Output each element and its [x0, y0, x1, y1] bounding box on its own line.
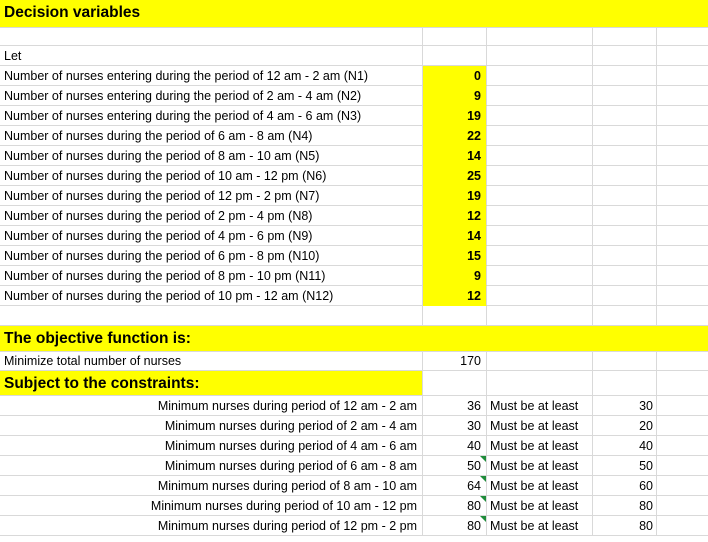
- variable-row[interactable]: [0, 246, 708, 266]
- constraint-label[interactable]: Minimum nurses during period of 10 am - 12 pm: [0, 496, 423, 516]
- constraint-label[interactable]: Minimum nurses during period of 8 am - 10 am: [0, 476, 423, 496]
- constraints-header-row[interactable]: [0, 371, 708, 396]
- cell[interactable]: [657, 186, 708, 206]
- cell[interactable]: [657, 246, 708, 266]
- cell[interactable]: [657, 266, 708, 286]
- variable-row[interactable]: [0, 106, 708, 126]
- constraint-row[interactable]: [0, 436, 708, 456]
- cell[interactable]: [657, 206, 708, 226]
- constraint-rhs[interactable]: 30: [593, 396, 657, 416]
- variable-value[interactable]: 0: [423, 66, 487, 86]
- constraint-row[interactable]: [0, 456, 708, 476]
- constraint-label[interactable]: Minimum nurses during period of 2 am - 4 am: [0, 416, 423, 436]
- cell[interactable]: [487, 246, 593, 266]
- cell[interactable]: [423, 46, 487, 66]
- cell[interactable]: [593, 371, 657, 396]
- variable-label[interactable]: Number of nurses during the period of 2 pm - 4 pm (N8): [0, 206, 423, 226]
- constraint-label[interactable]: Minimum nurses during period of 4 am - 6 am: [0, 436, 423, 456]
- cell[interactable]: [593, 106, 657, 126]
- cell[interactable]: [423, 371, 487, 396]
- constraint-rhs[interactable]: 80: [593, 516, 657, 536]
- cell[interactable]: [487, 226, 593, 246]
- variable-row[interactable]: [0, 146, 708, 166]
- cell[interactable]: [657, 306, 708, 326]
- cell[interactable]: [657, 86, 708, 106]
- cell[interactable]: [657, 371, 708, 396]
- cell[interactable]: [657, 496, 708, 516]
- variable-row[interactable]: [0, 206, 708, 226]
- cell[interactable]: [487, 371, 593, 396]
- cell[interactable]: [657, 66, 708, 86]
- cell[interactable]: [657, 476, 708, 496]
- objective-value[interactable]: 170: [423, 351, 487, 371]
- constraint-lhs-value: 40: [467, 439, 481, 453]
- cell[interactable]: [657, 226, 708, 246]
- cell[interactable]: [657, 516, 708, 536]
- cell[interactable]: [487, 106, 593, 126]
- variable-value[interactable]: 22: [423, 126, 487, 146]
- variable-label[interactable]: Number of nurses during the period of 6 am - 8 am (N4): [0, 126, 423, 146]
- constraint-row[interactable]: [0, 496, 708, 516]
- constraint-lhs-value: 80: [467, 519, 481, 533]
- cell[interactable]: [657, 396, 708, 416]
- variable-row[interactable]: [0, 66, 708, 86]
- variable-row[interactable]: [0, 126, 708, 146]
- variable-value[interactable]: 14: [423, 146, 487, 166]
- decision-header-row[interactable]: [0, 0, 708, 28]
- cell[interactable]: [657, 286, 708, 306]
- cell[interactable]: [657, 436, 708, 456]
- variable-label[interactable]: Number of nurses during the period of 10 pm - 12 am (N12): [0, 286, 423, 306]
- variable-row[interactable]: [0, 166, 708, 186]
- variable-label[interactable]: Number of nurses during the period of 6 pm - 8 pm (N10): [0, 246, 423, 266]
- variable-label[interactable]: Number of nurses during the period of 12 pm - 2 pm (N7): [0, 186, 423, 206]
- cell[interactable]: [487, 126, 593, 146]
- decision-header: Decision variables: [4, 4, 141, 21]
- cell[interactable]: [593, 206, 657, 226]
- variable-row[interactable]: [0, 286, 708, 306]
- cell[interactable]: [593, 66, 657, 86]
- cell[interactable]: [593, 27, 657, 46]
- cell[interactable]: [593, 246, 657, 266]
- cell[interactable]: [657, 146, 708, 166]
- cell[interactable]: [593, 286, 657, 306]
- constraint-lhs-value: 80: [467, 499, 481, 513]
- constraint-lhs-value: 50: [467, 459, 481, 473]
- cell[interactable]: [657, 166, 708, 186]
- cell[interactable]: [593, 126, 657, 146]
- cell[interactable]: [423, 27, 487, 46]
- cell[interactable]: [487, 286, 593, 306]
- cell[interactable]: [487, 351, 593, 371]
- constraint-row[interactable]: [0, 476, 708, 496]
- cell[interactable]: [423, 306, 487, 326]
- constraint-label[interactable]: Minimum nurses during period of 12 pm - 2 pm: [0, 516, 423, 536]
- cell[interactable]: [657, 416, 708, 436]
- cell[interactable]: [487, 27, 593, 46]
- blank-row[interactable]: [0, 306, 708, 326]
- variable-label[interactable]: Number of nurses during the period of 8 am - 10 am (N5): [0, 146, 423, 166]
- constraint-relation[interactable]: Must be at least: [487, 496, 593, 516]
- constraint-row[interactable]: [0, 396, 708, 416]
- constraint-relation[interactable]: Must be at least: [487, 476, 593, 496]
- cell[interactable]: [593, 306, 657, 326]
- constraint-label[interactable]: Minimum nurses during period of 12 am - 2 am: [0, 396, 423, 416]
- error-indicator-icon: [480, 496, 486, 502]
- cell[interactable]: [657, 106, 708, 126]
- constraint-lhs-value: 64: [467, 479, 481, 493]
- constraints-header[interactable]: Subject to the constraints:: [0, 371, 423, 396]
- cell[interactable]: [0, 27, 423, 46]
- cell[interactable]: [487, 206, 593, 226]
- cell[interactable]: [593, 46, 657, 66]
- variable-value[interactable]: 25: [423, 166, 487, 186]
- constraint-lhs-value: 36: [467, 399, 481, 413]
- variable-label[interactable]: Number of nurses during the period of 8 pm - 10 pm (N11): [0, 266, 423, 286]
- variable-label[interactable]: Number of nurses entering during the period of 2 am - 4 am (N2): [0, 86, 423, 106]
- constraint-relation[interactable]: Must be at least: [487, 516, 593, 536]
- constraint-lhs[interactable]: [423, 456, 487, 476]
- cell[interactable]: [487, 86, 593, 106]
- variable-value[interactable]: 12: [423, 286, 487, 306]
- variable-value[interactable]: 19: [423, 186, 487, 206]
- variable-row[interactable]: [0, 86, 708, 106]
- variable-row[interactable]: [0, 226, 708, 246]
- variable-label[interactable]: Number of nurses during the period of 10 am - 12 pm (N6): [0, 166, 423, 186]
- blank-row[interactable]: [0, 27, 708, 46]
- cell[interactable]: [487, 46, 593, 66]
- cell[interactable]: [487, 266, 593, 286]
- constraint-relation[interactable]: Must be at least: [487, 396, 593, 416]
- variable-value[interactable]: 12: [423, 206, 487, 226]
- constraint-rhs[interactable]: 80: [593, 496, 657, 516]
- cell[interactable]: [593, 226, 657, 246]
- constraint-rhs[interactable]: 60: [593, 476, 657, 496]
- constraint-lhs[interactable]: [423, 496, 487, 516]
- variable-value[interactable]: 15: [423, 246, 487, 266]
- cell[interactable]: [593, 266, 657, 286]
- cell[interactable]: [657, 456, 708, 476]
- cell[interactable]: [593, 186, 657, 206]
- cell[interactable]: [487, 66, 593, 86]
- let-label[interactable]: Let: [0, 46, 423, 66]
- constraint-lhs[interactable]: [423, 516, 487, 536]
- constraint-label[interactable]: Minimum nurses during period of 6 am - 8 am: [0, 456, 423, 476]
- variable-label[interactable]: Number of nurses entering during the period of 12 am - 2 am (N1): [0, 66, 423, 86]
- error-indicator-icon: [480, 516, 486, 522]
- variable-value[interactable]: 19: [423, 106, 487, 126]
- error-indicator-icon: [480, 476, 486, 482]
- constraint-relation[interactable]: Must be at least: [487, 416, 593, 436]
- cell[interactable]: [593, 351, 657, 371]
- variable-label[interactable]: Number of nurses during the period of 4 pm - 6 pm (N9): [0, 226, 423, 246]
- constraint-relation[interactable]: Must be at least: [487, 456, 593, 476]
- objective-label[interactable]: Minimize total number of nurses: [0, 351, 423, 371]
- objective-header: The objective function is:: [4, 330, 191, 347]
- cell[interactable]: [657, 351, 708, 371]
- constraint-rhs[interactable]: 50: [593, 456, 657, 476]
- cell[interactable]: [487, 186, 593, 206]
- constraint-lhs[interactable]: [423, 416, 487, 436]
- objective-row[interactable]: [0, 351, 708, 371]
- constraint-lhs[interactable]: [423, 476, 487, 496]
- constraint-lhs-value: 30: [467, 419, 481, 433]
- variable-row[interactable]: [0, 266, 708, 286]
- objective-header-row[interactable]: [0, 326, 708, 352]
- error-indicator-icon: [480, 456, 486, 462]
- variable-row[interactable]: [0, 186, 708, 206]
- constraint-relation[interactable]: Must be at least: [487, 436, 593, 456]
- cell[interactable]: [487, 306, 593, 326]
- variable-label[interactable]: Number of nurses entering during the period of 4 am - 6 am (N3): [0, 106, 423, 126]
- constraint-lhs[interactable]: [423, 436, 487, 456]
- variable-value[interactable]: 14: [423, 226, 487, 246]
- cell[interactable]: [487, 166, 593, 186]
- variable-value[interactable]: 9: [423, 266, 487, 286]
- cell[interactable]: [657, 126, 708, 146]
- cell[interactable]: [0, 306, 423, 326]
- cell[interactable]: [487, 146, 593, 166]
- constraint-lhs[interactable]: [423, 396, 487, 416]
- cell[interactable]: [593, 166, 657, 186]
- cell[interactable]: [593, 86, 657, 106]
- let-row[interactable]: [0, 46, 708, 66]
- cell[interactable]: [657, 46, 708, 66]
- constraint-row[interactable]: [0, 416, 708, 436]
- variable-value[interactable]: 9: [423, 86, 487, 106]
- cell[interactable]: [657, 27, 708, 46]
- constraint-row[interactable]: [0, 516, 708, 536]
- cell[interactable]: [593, 146, 657, 166]
- constraint-rhs[interactable]: 20: [593, 416, 657, 436]
- constraint-rhs[interactable]: 40: [593, 436, 657, 456]
